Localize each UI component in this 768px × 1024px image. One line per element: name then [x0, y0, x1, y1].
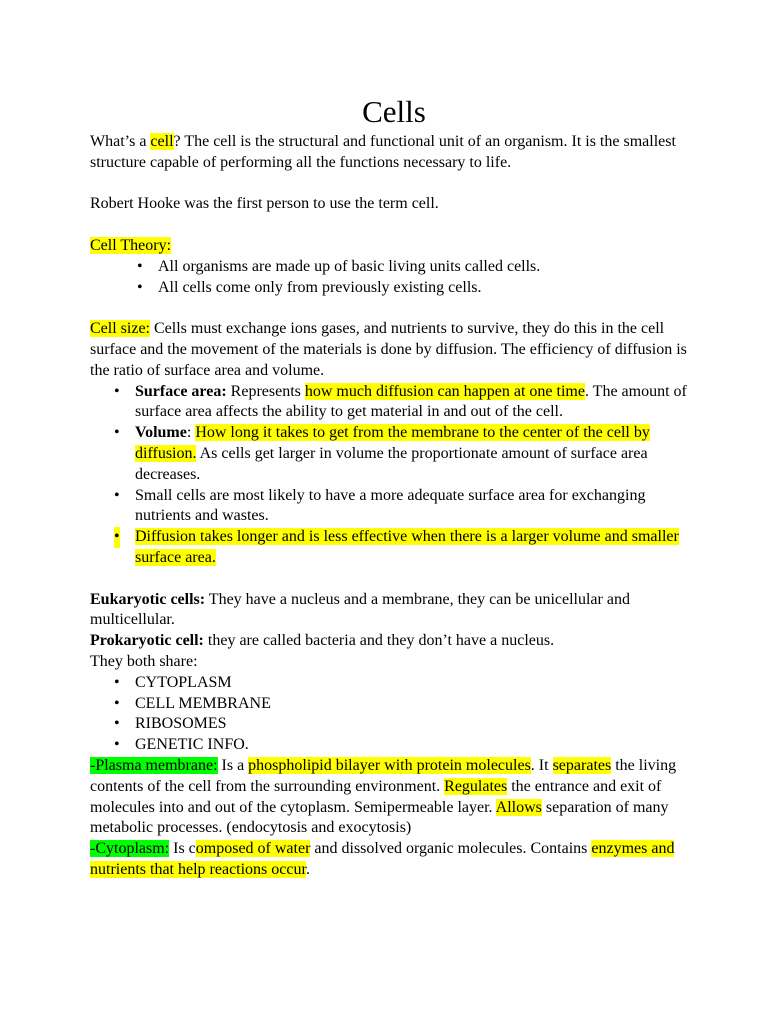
spacer [90, 298, 690, 319]
plasma-text: the living contents of the cell from the surrounding environment. [90, 756, 677, 795]
cell-theory-heading [90, 236, 690, 257]
eukaryotic-label: Eukaryotic cells: [90, 590, 206, 608]
plasma-text: separation of many metabolic processes. (endocytosis and exocytosis) [90, 798, 669, 837]
plasma-highlight: phospholipid bilayer with protein molecules [248, 756, 531, 774]
surface-text: Represents [226, 382, 305, 400]
eukaryotic-text: They have a nucleus and a membrane, they can be unicellular and multicellular. [90, 590, 630, 629]
spacer [90, 215, 690, 236]
plasma-highlight: Allows [495, 798, 542, 816]
cytoplasm-text: Is c [169, 840, 196, 858]
eukaryotic-paragraph [90, 590, 690, 632]
plasma-highlight: separates [552, 756, 612, 774]
list-item-volume [90, 423, 690, 485]
plasma-text: . It [530, 756, 553, 774]
diffusion-highlight: Diffusion takes longer and is less effective when there is a larger volume and smaller surface area. [135, 528, 679, 566]
volume-colon: : [186, 424, 196, 442]
document-page [90, 92, 690, 881]
cytoplasm-text: and dissolved organic molecules. Contains [310, 840, 592, 858]
intro-paragraph [90, 132, 690, 174]
plasma-membrane-paragraph [90, 756, 690, 839]
page-title: Cells [362, 94, 426, 129]
cell-size-paragraph [90, 319, 690, 381]
list-item-diffusion [90, 527, 690, 569]
surface-text-2: . The amount of surface area affects the ability to get material in and out of the cell. [135, 382, 687, 421]
cytoplasm-highlight: enzymes and nutrients that help reactions occur [90, 840, 675, 878]
plasma-membrane-label: -Plasma membrane: [90, 756, 218, 774]
list-item: • CELL MEMBRANE [90, 694, 690, 715]
cytoplasm-paragraph [90, 839, 690, 881]
cell-size-list [90, 382, 690, 569]
shared-list [90, 673, 690, 756]
spacer [90, 569, 690, 590]
surface-area-label: Surface area: [135, 382, 227, 400]
list-item: • RIBOSOMES [90, 714, 690, 735]
cell-size-heading: Cell size: [90, 320, 150, 338]
highlight-cell: cell [150, 133, 174, 150]
cytoplasm-label: -Cytoplasm: [90, 840, 170, 858]
hooke-paragraph: Robert Hooke was the first person to use the term cell. [90, 195, 439, 213]
prokaryotic-label: Prokaryotic cell: [90, 632, 204, 650]
plasma-highlight: Regulates [444, 777, 508, 795]
spacer [90, 174, 690, 195]
surface-highlight: how much diffusion can happen at one time [304, 382, 585, 400]
prokaryotic-text: they are called bacteria and they don’t have a nucleus. [203, 632, 555, 650]
intro-text-2: ? The cell is the structural and functional unit of an organism. It is the smallest structure capable of performing all the functions necessary to life. [90, 133, 676, 171]
list-item: • All cells come only from previously existing cells. [90, 278, 690, 299]
volume-label: Volume [135, 424, 187, 442]
volume-text: As cells get larger in volume the proportionate amount of surface area decreases. [135, 444, 648, 483]
list-item-surface-area [90, 382, 690, 424]
cytoplasm-text: . [305, 860, 310, 878]
list-item: • GENETIC INFO. [90, 735, 690, 756]
cell-theory-list [90, 257, 690, 299]
list-item: • All organisms are made up of basic living units called cells. [90, 257, 690, 278]
prokaryotic-paragraph [90, 631, 690, 652]
list-item: • CYTOPLASM [90, 673, 690, 694]
plasma-text: Is a [217, 756, 249, 774]
share-paragraph: They both share: [90, 652, 198, 670]
cell-theory-heading-text: Cell Theory: [90, 236, 172, 254]
cell-size-text: Cells must exchange ions gases, and nutrients to survive, they do this in the cell surface and the movement of the materials is done by diffusion. The efficiency of diffusion is the ratio of surface area and volume. [90, 320, 687, 379]
intro-text: What’s a [90, 133, 151, 150]
cytoplasm-highlight: omposed of water [195, 840, 311, 858]
list-item-small-cells: • Small cells are most likely to have a more adequate surface area for exchanging nutrients and wastes. [90, 486, 690, 528]
plasma-text: the entrance and exit of molecules into and out of the cytoplasm. Semipermeable layer. [90, 777, 662, 816]
volume-highlight: How long it takes to get from the membrane to the center of the cell by diffusion. [135, 424, 650, 462]
